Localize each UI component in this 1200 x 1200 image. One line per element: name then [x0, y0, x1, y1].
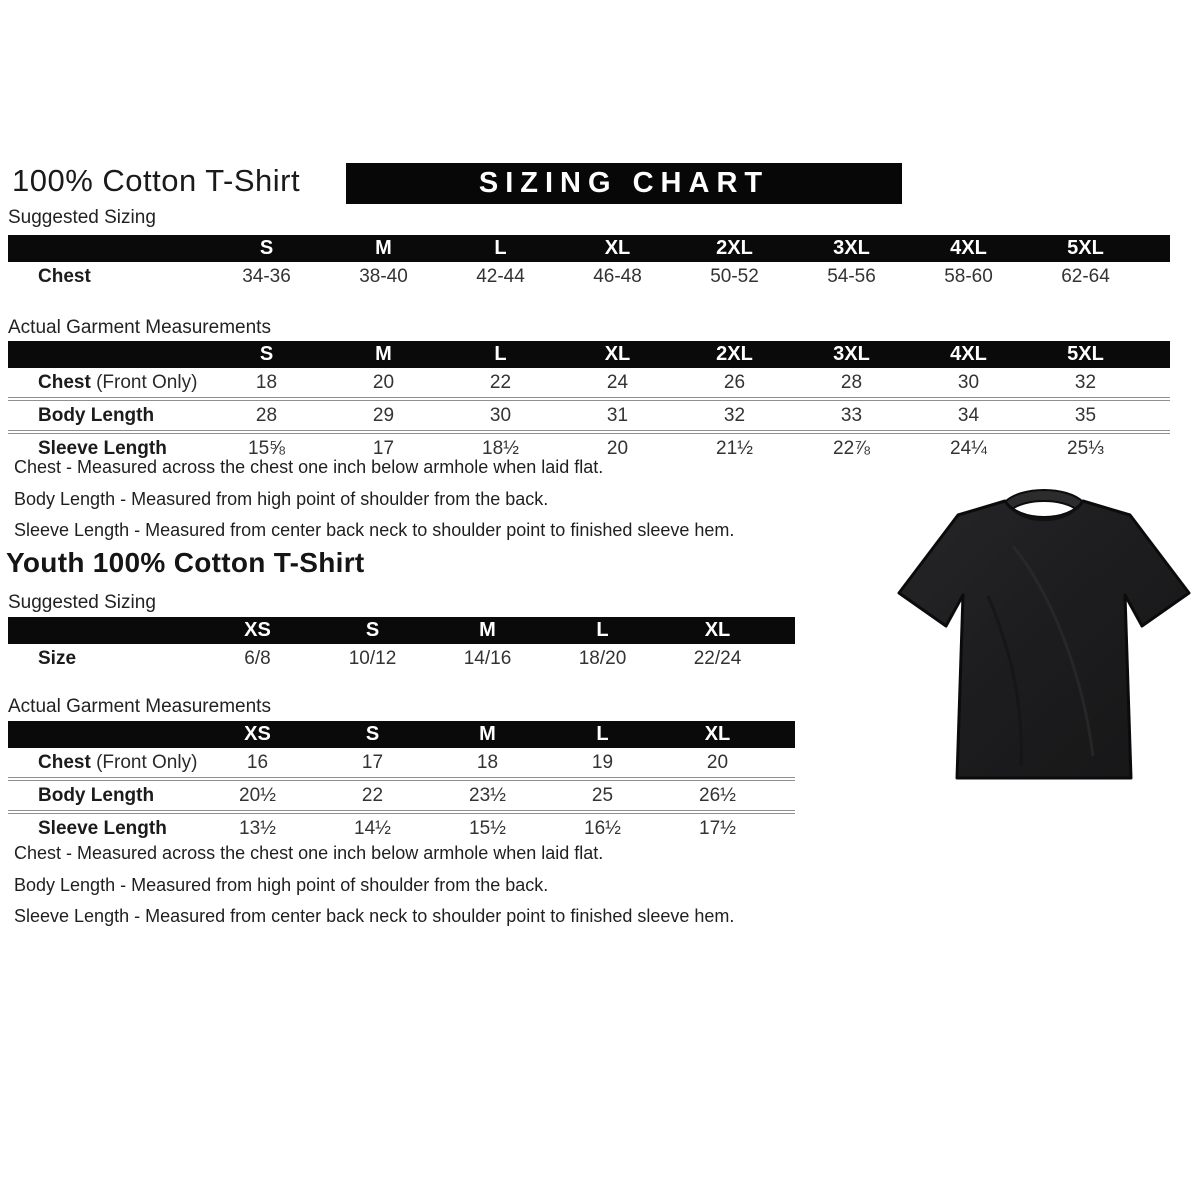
measurement-cell: 20 — [372, 371, 395, 393]
measurement-cell: 23½ — [469, 784, 506, 806]
measurement-cell: 17½ — [699, 817, 736, 839]
measurement-cell: 13½ — [239, 817, 276, 839]
size-column-header: XS — [244, 619, 271, 641]
size-column-header: M — [375, 343, 392, 365]
measurement-cell: 25⅓ — [1067, 437, 1104, 459]
measurement-cell: 22⅞ — [833, 437, 870, 459]
size-column-header: XL — [604, 237, 631, 259]
measurement-cell: 29 — [372, 404, 395, 426]
measurement-cell: 26 — [723, 371, 746, 393]
black-tshirt-image — [893, 476, 1195, 808]
size-column-header: 5XL — [1067, 343, 1104, 365]
note-line: Chest - Measured across the chest one inch below armhole when laid flat. — [14, 843, 604, 863]
measurement-row-chest — [8, 748, 795, 777]
measurement-cell: 58-60 — [944, 265, 993, 287]
measurement-cell: 18 — [255, 371, 278, 393]
youth-actual-measurements-table — [8, 721, 795, 843]
measurement-cell: 50-52 — [710, 265, 759, 287]
measurement-cell: 33 — [840, 404, 863, 426]
measurement-cell: 32 — [1074, 371, 1097, 393]
note-line: Body Length - Measured from high point of shoulder from the back. — [14, 488, 549, 509]
adult-measurement-notes — [14, 452, 734, 547]
size-column-header: M — [375, 237, 392, 259]
size-column-header: XS — [244, 723, 271, 745]
table-header-row — [8, 235, 1170, 262]
measurement-cell: 34 — [957, 404, 980, 426]
size-column-header: 2XL — [716, 237, 753, 259]
measurement-row-size — [8, 644, 795, 673]
measurement-cell: 18 — [476, 751, 499, 773]
measurement-cell: 14½ — [354, 817, 391, 839]
size-column-header: S — [259, 237, 274, 259]
measurement-cell: 35 — [1074, 404, 1097, 426]
size-column-header: L — [494, 343, 507, 365]
size-column-header: XL — [704, 619, 731, 641]
row-label: Chest (Front Only) — [38, 371, 198, 393]
measurement-cell: 46-48 — [593, 265, 642, 287]
measurement-cell: 10/12 — [348, 647, 397, 669]
adult-suggested-sizing-table — [8, 235, 1170, 291]
size-column-header: S — [365, 723, 380, 745]
measurement-cell: 22/24 — [693, 647, 742, 669]
row-label: Sleeve Length — [38, 437, 167, 459]
measurement-cell: 28 — [840, 371, 863, 393]
measurement-cell: 30 — [489, 404, 512, 426]
measurement-cell: 17 — [372, 437, 395, 459]
measurement-cell: 20½ — [239, 784, 276, 806]
size-column-header: S — [365, 619, 380, 641]
table-header-row — [8, 721, 795, 748]
size-column-header: XL — [704, 723, 731, 745]
youth-actual-measurements-label: Actual Garment Measurements — [8, 696, 271, 717]
measurement-cell: 32 — [723, 404, 746, 426]
note-line: Sleeve Length - Measured from center back neck to shoulder point to finished sleeve hem. — [14, 906, 735, 926]
note-line: Body Length - Measured from high point of shoulder from the back. — [14, 874, 549, 895]
measurement-cell: 24¼ — [950, 437, 987, 459]
measurement-cell: 14/16 — [463, 647, 512, 669]
measurement-cell: 34-36 — [242, 265, 291, 287]
size-column-header: S — [259, 343, 274, 365]
size-column-header: M — [479, 723, 496, 745]
measurement-cell: 19 — [591, 751, 614, 773]
size-column-header: 3XL — [833, 237, 870, 259]
table-header-row — [8, 341, 1170, 368]
note-line: Chest - Measured across the chest one inch below armhole when laid flat. — [14, 457, 604, 477]
measurement-cell: 31 — [606, 404, 629, 426]
youth-suggested-sizing-table — [8, 617, 795, 673]
measurement-cell: 20 — [606, 437, 629, 459]
table-header-row — [8, 617, 795, 644]
youth-suggested-sizing-label: Suggested Sizing — [8, 592, 156, 613]
measurement-cell: 15⅝ — [248, 437, 285, 459]
measurement-cell: 62-64 — [1061, 265, 1110, 287]
measurement-cell: 20 — [706, 751, 729, 773]
measurement-cell: 54-56 — [827, 265, 876, 287]
measurement-row-chest — [8, 368, 1170, 397]
size-column-header: 2XL — [716, 343, 753, 365]
measurement-row-body-length — [8, 397, 1170, 430]
measurement-cell: 30 — [957, 371, 980, 393]
adult-actual-measurements-table — [8, 341, 1170, 463]
sizing-chart-banner — [346, 163, 902, 204]
size-column-header: L — [596, 723, 609, 745]
row-label: Body Length — [38, 784, 155, 806]
measurement-cell: 22 — [361, 784, 384, 806]
size-column-header: 3XL — [833, 343, 870, 365]
measurement-cell: 38-40 — [359, 265, 408, 287]
measurement-cell: 16 — [246, 751, 269, 773]
row-label: Chest — [38, 265, 91, 287]
note-line: Sleeve Length - Measured from center back neck to shoulder point to finished sleeve hem. — [14, 520, 735, 540]
measurement-cell: 17 — [361, 751, 384, 773]
youth-title: Youth 100% Cotton T-Shirt — [6, 547, 365, 578]
row-label: Size — [38, 647, 77, 669]
measurement-cell: 16½ — [584, 817, 621, 839]
size-column-header: 4XL — [950, 343, 987, 365]
size-column-header: 4XL — [950, 237, 987, 259]
adult-actual-measurements-label: Actual Garment Measurements — [8, 317, 271, 338]
measurement-row-body-length — [8, 777, 795, 810]
measurement-cell: 26½ — [699, 784, 736, 806]
tshirt-graphic — [893, 476, 1195, 808]
measurement-cell: 28 — [255, 404, 278, 426]
row-label: Chest (Front Only) — [38, 751, 198, 773]
row-label: Body Length — [38, 404, 155, 426]
measurement-cell: 15½ — [469, 817, 506, 839]
size-column-header: XL — [604, 343, 631, 365]
measurement-cell: 18/20 — [578, 647, 627, 669]
size-column-header: L — [596, 619, 609, 641]
size-column-header: M — [479, 619, 496, 641]
row-label: Sleeve Length — [38, 817, 167, 839]
youth-measurement-notes — [14, 838, 734, 933]
size-column-header: 5XL — [1067, 237, 1104, 259]
measurement-cell: 25 — [591, 784, 614, 806]
measurement-cell: 6/8 — [244, 647, 271, 669]
measurement-cell: 24 — [606, 371, 629, 393]
adult-suggested-sizing-label: Suggested Sizing — [8, 207, 156, 228]
measurement-cell: 18½ — [482, 437, 519, 459]
adult-title: 100% Cotton T-Shirt — [12, 163, 301, 198]
measurement-row — [8, 262, 1170, 291]
measurement-cell: 22 — [489, 371, 512, 393]
size-column-header: L — [494, 237, 507, 259]
measurement-cell: 42-44 — [476, 265, 525, 287]
measurement-cell: 21½ — [716, 437, 753, 459]
sizing-chart-banner-text: SIZING CHART — [478, 167, 770, 199]
